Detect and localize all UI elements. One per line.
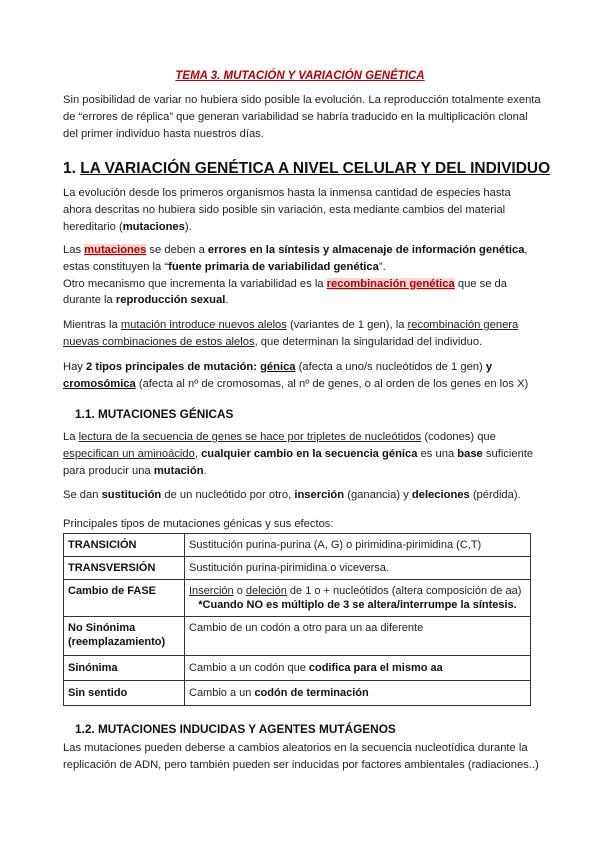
bold-text: y [485, 361, 493, 373]
underlined-text: mutación introduce nuevos alelos [120, 319, 287, 331]
text: La evolución desde los primeros organismos hasta la inmensa cantidad de especies hasta ahora descritas no hubiera sido posible sin variación, esta mediante cambios del material hereditario ( [63, 187, 511, 233]
table-row [64, 580, 531, 617]
table-cell-type: TRANSICIÓN [64, 534, 185, 557]
text: (pérdida). [469, 489, 521, 501]
table-row [64, 656, 531, 681]
paragraph [63, 185, 541, 235]
paragraph [63, 359, 541, 393]
section-number: 1. [63, 160, 81, 177]
table-row [64, 534, 531, 557]
bold-underlined-text: cromosómica [63, 377, 136, 390]
text: (variantes de 1 gen), la [286, 319, 408, 331]
bold-text: fuente primaria de variabilidad genética [168, 260, 379, 273]
paragraph [63, 242, 541, 309]
bold-text: cualquier cambio en la secuencia génica [201, 447, 418, 460]
text: , [194, 447, 202, 460]
text: es una [417, 447, 458, 460]
table-cell-type: No Sinónima (reemplazamiento) [64, 617, 185, 656]
text: (ganancia) y [344, 489, 412, 501]
paragraph: Las mutaciones pueden deberse a cambios aleatorios en la secuencia nucleotídica durante la replicación de ADN, pero también pueden ser inducidas por factores ambientales (radiaciones..) [63, 742, 539, 771]
text: Hay [63, 361, 87, 373]
text: (codones) que [421, 431, 496, 443]
text: que se da durante la [63, 277, 507, 307]
underlined-text: recombinación genera nuevas combinaciones de estos alelos [63, 319, 519, 348]
paragraph [63, 487, 541, 504]
bold-text: sustitución [101, 489, 162, 501]
section-1-heading [63, 160, 550, 178]
intro-paragraph: Sin posibilidad de variar no hubiera sido posible la evolución. La reproducción totalmente exenta de “errores de réplica” que generan variabilidad se habría traducido en la multiplicación clonal del primer individuo hasta nuestros días. [63, 94, 541, 140]
text: Se dan [63, 489, 102, 501]
bold-underlined-text: génica [260, 361, 296, 373]
bold-text: reproducción sexual [115, 294, 226, 307]
section-1-2-heading: 1.2. MUTACIONES INDUCIDAS Y AGENTES MUTÁGENOS [75, 722, 396, 736]
bold-text: mutación [153, 464, 204, 477]
text: Cambio a un codón que [189, 662, 309, 674]
table-cell-desc [185, 580, 531, 617]
table-cell-desc: Sustitución purina-pirimidina o viceversa. [185, 557, 531, 580]
text: Otro mecanismo que incrementa la variabilidad es la [63, 277, 327, 290]
text: de un nucleótido por otro, [161, 489, 295, 501]
note-text: *Cuando NO es múltiplo de 3 se altera/interrumpe la síntesis. [198, 599, 517, 611]
bold-text: deleciones [411, 489, 470, 501]
text: Cambio a un [189, 687, 255, 699]
text: se deben a [146, 244, 208, 256]
bold-text: mutaciones [122, 220, 185, 233]
underlined-text: Inserción [189, 585, 234, 597]
bold-text: codón de terminación [254, 687, 369, 699]
bold-text: errores en la síntesis y almacenaje de información genética [207, 244, 525, 256]
section-1-1-heading: 1.1. MUTACIONES GÉNICAS [75, 407, 234, 421]
text: ”. [378, 260, 386, 273]
table-cell-type: Sinónima [64, 656, 185, 681]
text: o [233, 585, 246, 597]
text: (afecta a uno/s nucleótidos de 1 gen) [295, 361, 486, 373]
text: ). [184, 220, 192, 233]
text: (afecta al nº de cromosomas, al nº de genes, o al orden de los genes en los X) [135, 377, 529, 390]
text: . [225, 294, 229, 307]
bold-text: base [457, 447, 483, 460]
table-cell-desc: Cambio de un codón a otro para un aa diferente [185, 617, 531, 656]
table-row [64, 681, 531, 706]
underlined-text: lectura de la secuencia de genes se hace por tripletes de nucleótidos [78, 431, 422, 443]
underlined-text: especifican un aminoácido [63, 447, 195, 460]
text: de 1 o + nucleótidos (altera composición de aa) [286, 585, 522, 597]
table-cell-type: TRANSVERSIÓN [64, 557, 185, 580]
text: Las [63, 244, 85, 256]
section-title: LA VARIACIÓN GENÉTICA A NIVEL CELULAR Y DEL INDIVIDUO [80, 160, 551, 177]
text: , que determinan la singularidad del individuo. [254, 335, 483, 348]
bold-text: inserción [294, 489, 345, 501]
table-caption: Principales tipos de mutaciones génicas y sus efectos: [63, 518, 334, 530]
text: suficiente para producir una [63, 447, 534, 477]
paragraph [63, 429, 541, 479]
paragraph [63, 317, 541, 351]
table-row [64, 557, 531, 580]
text: , estas constituyen la “ [63, 244, 528, 273]
bold-text: 2 tipos principales de mutación: [86, 361, 261, 373]
highlighted-term: recombinación genética [326, 277, 455, 290]
text: Mientras la [63, 319, 121, 331]
table-cell-type: Sin sentido [64, 681, 185, 706]
underlined-text: deleción [245, 585, 287, 597]
highlighted-term: mutaciones [84, 244, 147, 256]
table-cell-type: Cambio de FASE [64, 580, 185, 617]
bold-text: codifica para el mismo aa [308, 662, 443, 674]
table-cell-desc [185, 681, 531, 706]
mutation-types-table [63, 533, 531, 706]
text: . [203, 464, 207, 477]
text: La [63, 431, 79, 443]
table-cell-desc [185, 656, 531, 681]
document-title: TEMA 3. MUTACIÓN Y VARIACIÓN GENÉTICA [175, 70, 425, 82]
table-cell-desc: Sustitución purina-purina (A, G) o pirimidina-pirimidina (C,T) [185, 534, 531, 557]
table-row [64, 617, 531, 656]
